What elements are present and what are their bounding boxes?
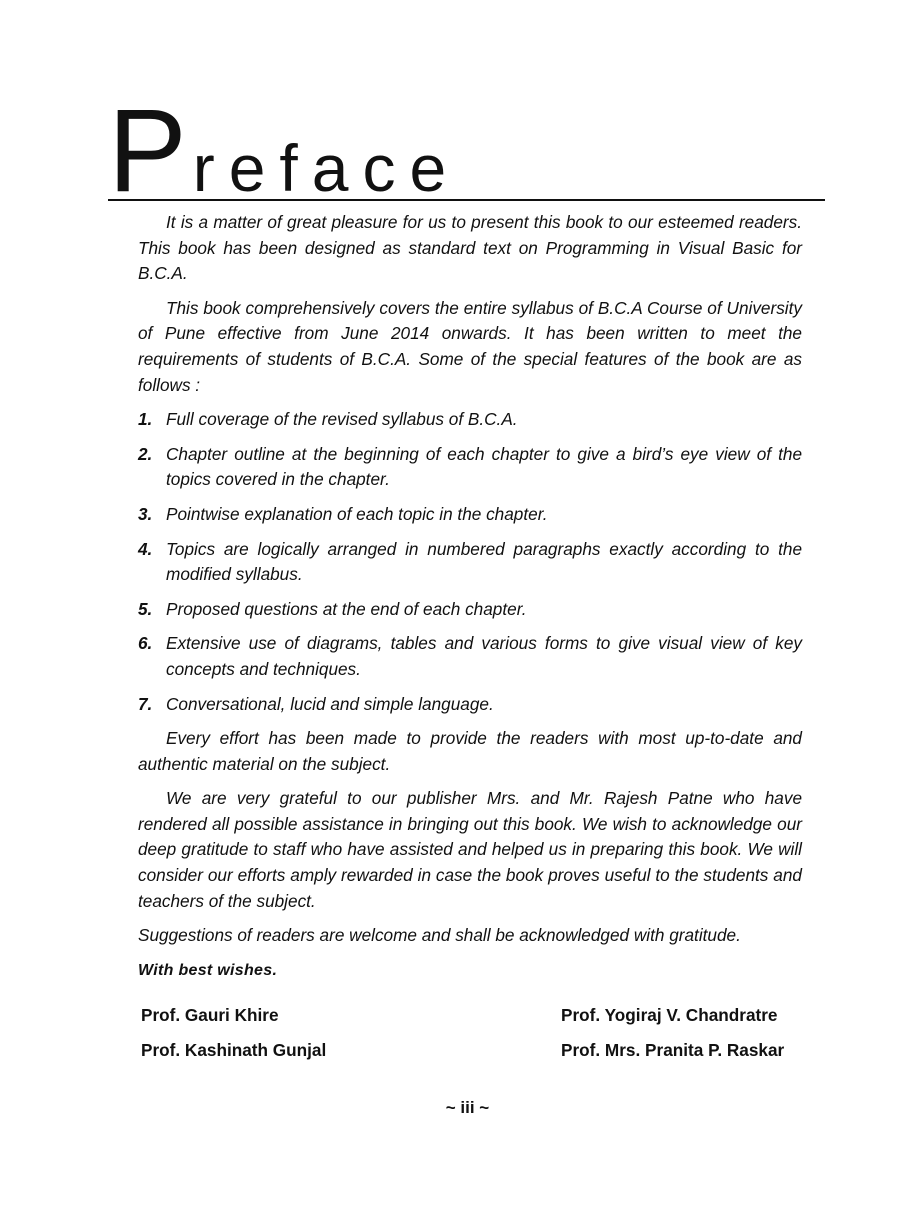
author-name: Prof. Mrs. Pranita P. Raskar — [561, 1040, 785, 1060]
page-title — [108, 85, 461, 217]
list-item — [138, 502, 802, 528]
list-item-number: 3. — [138, 503, 153, 524]
list-item-text: Topics are logically arranged in numbered paragraphs exactly according to the modified syllabus. — [166, 538, 802, 585]
page-title-initial: P — [108, 85, 187, 217]
author-name: Prof. Kashinath Gunjal — [141, 1040, 327, 1060]
title-underline-divider — [108, 199, 825, 201]
page-number: ~ iii ~ — [445, 1098, 490, 1117]
list-item-number: 6. — [138, 633, 153, 654]
list-item — [138, 537, 802, 588]
author-signatures — [141, 1003, 805, 1073]
list-item — [138, 631, 802, 682]
preface-body — [138, 210, 802, 993]
list-item-number: 2. — [138, 443, 153, 464]
coverage-paragraph: This book comprehensively covers the entire syllabus of B.C.A Course of University of Pune effective from June 2014 onwards. It has been written to meet the requirements of students of B.C.A. Some of the special features of the book are as follows : — [138, 297, 802, 395]
list-item-text: Full coverage of the revised syllabus of B.C.A. — [166, 409, 518, 430]
list-item-number: 5. — [138, 598, 153, 619]
author-name: Prof. Gauri Khire — [141, 1005, 279, 1025]
author-name: Prof. Yogiraj V. Chandratre — [561, 1005, 778, 1025]
list-item-text: Chapter outline at the beginning of each chapter to give a bird’s eye view of the topics covered in the chapter. — [166, 443, 802, 490]
list-item — [138, 692, 802, 718]
list-item — [138, 407, 802, 433]
page-title-rest: reface — [192, 131, 461, 205]
effort-paragraph: Every effort has been made to provide the readers with most up-to-date and authentic material on the subject. — [138, 728, 802, 774]
list-item-text: Pointwise explanation of each topic in the chapter. — [166, 503, 548, 524]
author-row — [141, 1003, 805, 1038]
list-item-text: Extensive use of diagrams, tables and various forms to give visual view of key concepts and techniques. — [166, 633, 802, 679]
feature-list — [138, 407, 802, 717]
list-item-number: 7. — [138, 693, 153, 714]
intro-paragraph: It is a matter of great pleasure for us to present this book to our esteemed readers. This book has been designed as standard text on Programming in Visual Basic for B.C.A. — [138, 212, 802, 284]
suggestions-paragraph: Suggestions of readers are welcome and shall be acknowledged with gratitude. — [138, 925, 741, 946]
closing-wishes: With best wishes. — [138, 961, 278, 979]
list-item-number: 1. — [138, 409, 153, 430]
list-item — [138, 597, 802, 623]
gratitude-paragraph: We are very grateful to our publisher Mrs. and Mr. Rajesh Patne who have rendered all possible assistance in bringing out this book. We wish to acknowledge our deep gratitude to staff who have assisted and helped us in preparing this book. We will consider our efforts amply rewarded in case the book proves useful to the students and teachers of the subject. — [138, 788, 802, 911]
list-item-text: Conversational, lucid and simple language. — [166, 693, 494, 714]
author-row — [141, 1038, 805, 1073]
list-item-text: Proposed questions at the end of each chapter. — [166, 598, 527, 619]
list-item-number: 4. — [138, 538, 153, 559]
list-item — [138, 442, 802, 493]
